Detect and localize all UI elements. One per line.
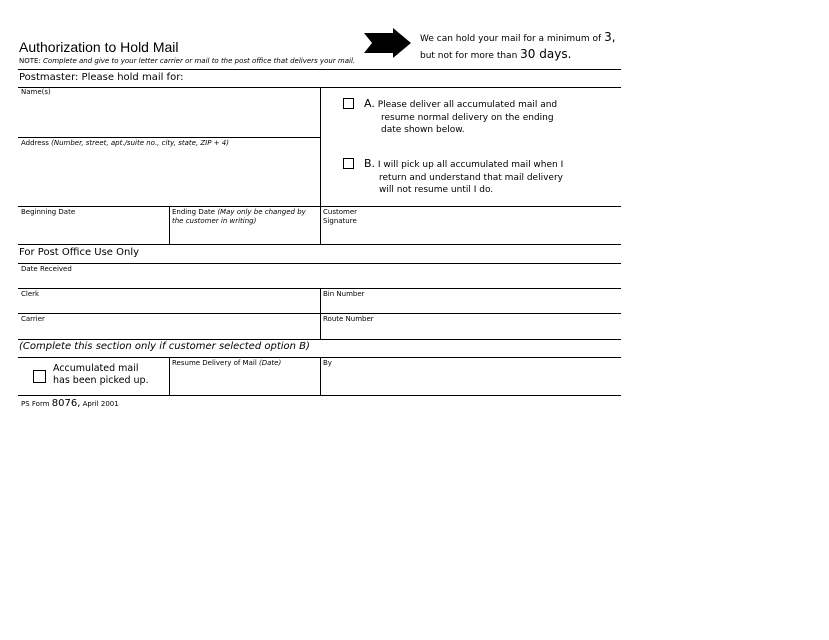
carrier-label: Carrier: [21, 315, 45, 323]
beginning-date-field[interactable]: [19, 218, 167, 243]
address-label: Address (Number, street, apt./suite no., city, state, ZIP + 4): [21, 139, 229, 147]
date-received-field[interactable]: [19, 275, 619, 287]
form-note: NOTE: Complete and give to your letter carrier or mail to the post office that delivers your mail.: [19, 57, 356, 65]
option-b-text: B. I will pick up all accumulated mail when I return and understand that mail delivery will not resume until I do.: [364, 157, 564, 195]
option-a-text: A. Please deliver all accumulated mail and resume normal delivery on the ending date shown below.: [364, 97, 558, 135]
date-received-label: Date Received: [21, 265, 72, 273]
form-footer: PS Form 8076, April 2001: [21, 398, 119, 409]
postmaster-heading: Postmaster: Please hold mail for:: [19, 72, 184, 83]
carrier-field[interactable]: [19, 325, 319, 338]
customer-signature-label: Customer Signature: [323, 208, 358, 225]
hold-duration-note: We can hold your mail for a minimum of 3, but not for more than 30 days.: [420, 30, 616, 61]
by-field[interactable]: [322, 369, 620, 394]
picked-up-checkbox[interactable]: [33, 370, 46, 383]
route-number-field[interactable]: [322, 325, 620, 338]
customer-signature-field[interactable]: [370, 208, 620, 243]
beginning-date-label: Beginning Date: [21, 208, 76, 216]
picked-up-label: Accumulated mail has been picked up.: [53, 363, 149, 386]
address-field[interactable]: [19, 149, 319, 205]
clerk-label: Clerk: [21, 290, 40, 298]
names-label: Name(s): [21, 88, 51, 96]
arrow-right-icon: [363, 28, 413, 58]
option-b-checkbox[interactable]: [343, 158, 354, 169]
resume-delivery-field[interactable]: [171, 369, 319, 394]
ending-date-label: Ending Date (May only be changed by the customer in writing): [172, 208, 306, 225]
clerk-field[interactable]: [19, 300, 319, 312]
route-number-label: Route Number: [323, 315, 374, 323]
bin-number-field[interactable]: [322, 300, 620, 312]
resume-delivery-label: Resume Delivery of Mail (Date): [172, 359, 282, 367]
option-a-checkbox[interactable]: [343, 98, 354, 109]
bin-number-label: Bin Number: [323, 290, 365, 298]
by-label: By: [323, 359, 332, 367]
ending-date-field[interactable]: [171, 226, 319, 243]
post-office-heading: For Post Office Use Only: [19, 247, 140, 258]
option-b-section-heading: (Complete this section only if customer selected option B): [19, 341, 310, 352]
names-field[interactable]: [19, 96, 319, 136]
form-title: Authorization to Hold Mail: [19, 39, 179, 55]
